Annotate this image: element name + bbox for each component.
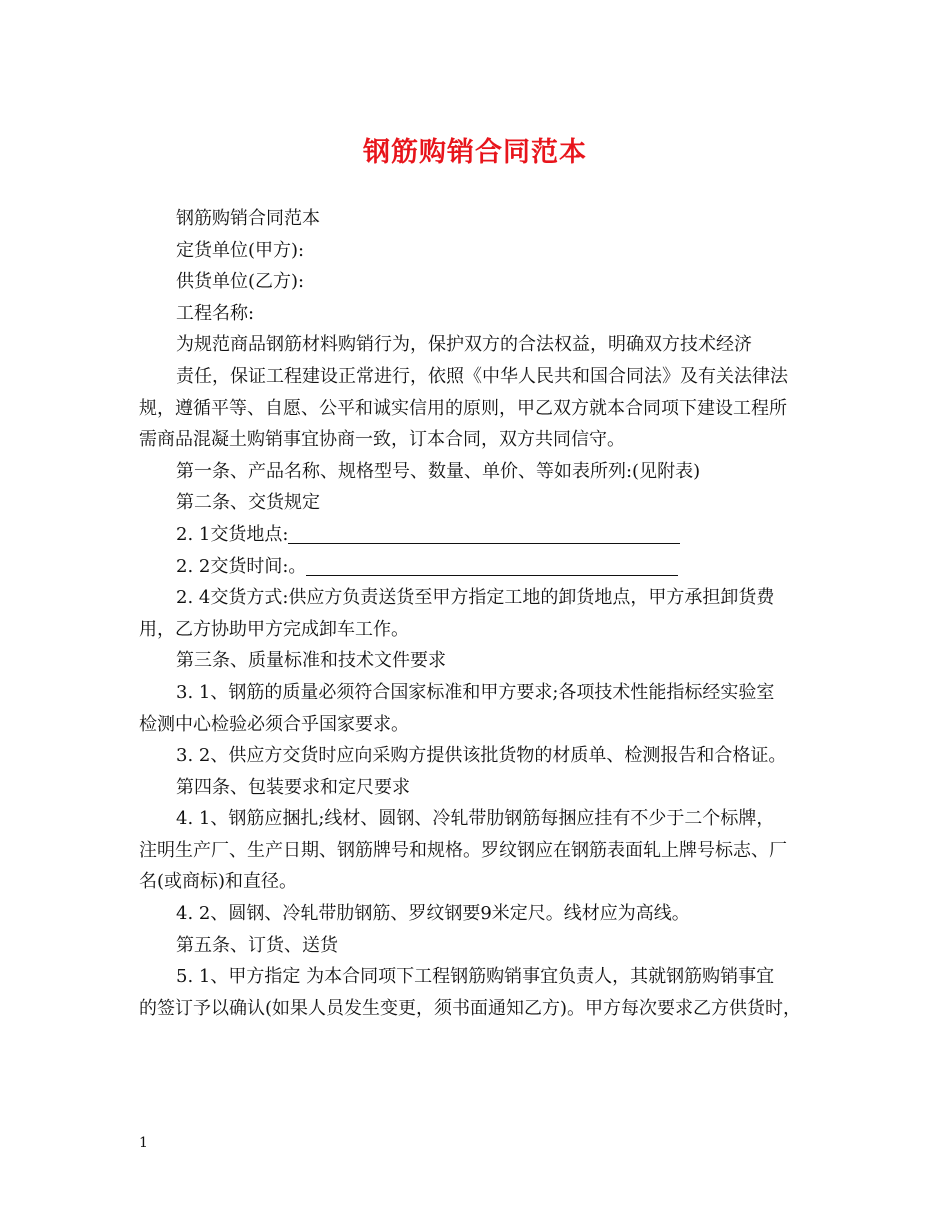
text-line: 5. 1、甲方指定 为本合同项下工程钢筋购销事宜负责人，其就钢筋购销事宜 xyxy=(176,966,775,988)
text-line: 用，乙方协助甲方完成卸车工作。 xyxy=(139,618,409,640)
text-line: 2. 4交货方式:供应方负责送货至甲方指定工地的卸货地点，甲方承担卸货费 xyxy=(176,587,775,609)
blank-underline xyxy=(306,555,678,576)
text-line: 第二条、交货规定 xyxy=(176,492,320,514)
delivery-location-label: 2. 1交货地点: xyxy=(176,523,289,545)
text-line: 注明生产厂、生产日期、钢筋牌号和规格。罗纹钢应在钢筋表面轧上牌号标志、厂 xyxy=(139,839,787,861)
text-line: 第四条、包装要求和定尺要求 xyxy=(176,776,410,798)
text-line: 第五条、订货、送货 xyxy=(176,934,338,956)
text-line: 工程名称: xyxy=(176,302,255,324)
text-line: 规，遵循平等、自愿、公平和诚实信用的原则，甲乙双方就本合同项下建设工程所 xyxy=(139,397,787,419)
page-number: 1 xyxy=(139,1135,148,1151)
text-line: 第三条、质量标准和技术文件要求 xyxy=(176,650,446,672)
text-line: 定货单位(甲方): xyxy=(176,239,305,261)
text-line: 供货单位(乙方): xyxy=(176,271,305,293)
text-line: 为规范商品钢筋材料购销行为，保护双方的合法权益，明确双方技术经济 xyxy=(176,334,752,356)
text-line: 3. 1、钢筋的质量必须符合国家标准和甲方要求;各项技术性能指标经实验室 xyxy=(176,681,775,703)
text-line-delivery-location xyxy=(139,519,815,551)
text-line-delivery-time xyxy=(139,551,815,583)
text-line: 责任，保证工程建设正常进行，依照《中华人民共和国合同法》及有关法律法 xyxy=(176,365,788,387)
delivery-time-label: 2. 2交货时间:。 xyxy=(176,555,307,577)
document-body xyxy=(139,203,815,1024)
text-line: 4. 2、圆钢、冷轧带肋钢筋、罗纹钢要9米定尺。线材应为高线。 xyxy=(176,903,690,925)
text-line: 4. 1、钢筋应捆扎;线材、圆钢、冷轧带肋钢筋每捆应挂有不少于二个标牌， xyxy=(176,808,775,830)
document-title: 钢筋购销合同范本 xyxy=(363,137,587,168)
text-line: 3. 2、供应方交货时应向采购方提供该批货物的材质单、检测报告和合格证。 xyxy=(176,745,787,767)
text-line: 检测中心检验必须合乎国家要求。 xyxy=(139,713,409,735)
text-line: 需商品混凝土购销事宜协商一致，订本合同，双方共同信守。 xyxy=(139,429,625,451)
text-line: 的签订予以确认(如果人员发生变更，须书面通知乙方)。甲方每次要求乙方供货时， xyxy=(139,997,802,1019)
blank-underline xyxy=(288,523,680,544)
text-line: 名(或商标)和直径。 xyxy=(139,871,298,893)
text-line: 第一条、产品名称、规格型号、数量、单价、等如表所列:(见附表) xyxy=(176,460,701,482)
text-line: 钢筋购销合同范本 xyxy=(176,208,320,229)
